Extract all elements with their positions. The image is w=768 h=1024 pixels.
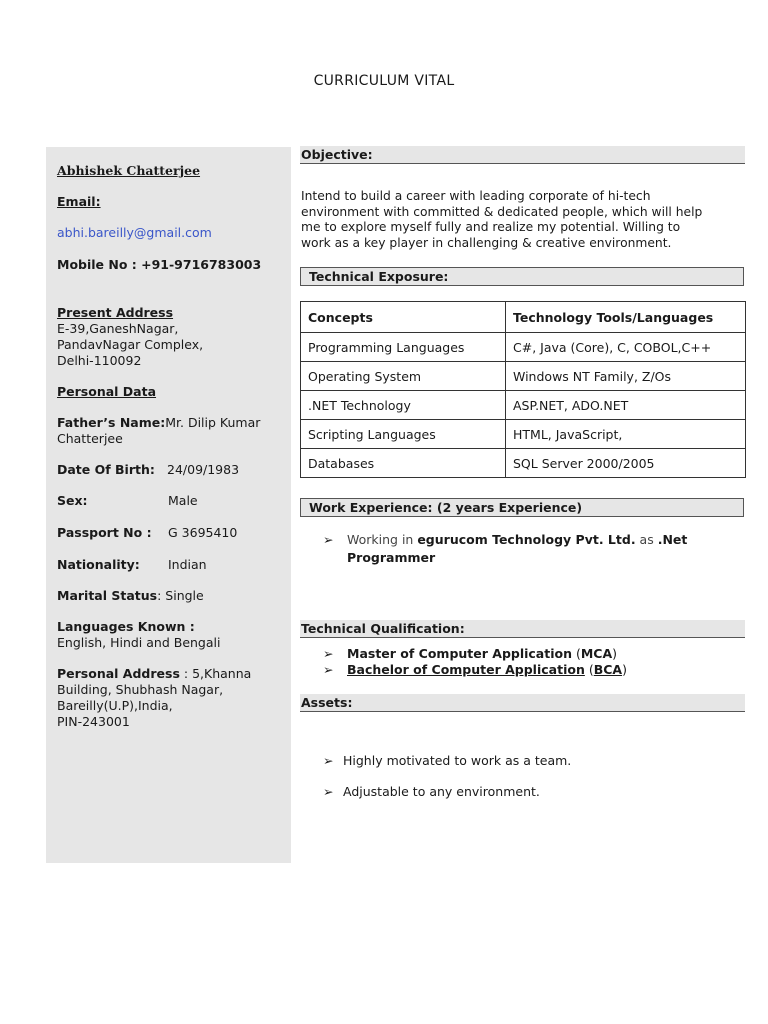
work-pre-text: Working in <box>347 532 418 547</box>
marital-status-value: : Single <box>157 588 204 603</box>
dob-value: 24/09/1983 <box>167 462 240 477</box>
table-cell: Databases <box>301 449 506 478</box>
table-header-row <box>301 302 746 333</box>
qualification-name: Bachelor of Computer Application <box>347 662 585 677</box>
present-address-line: E-39,GaneshNagar, <box>57 321 179 336</box>
passport-row <box>57 525 289 541</box>
personal-address-line: Bareilly(U.P),India, <box>57 698 173 713</box>
arrow-bullet-icon: ➢ <box>323 532 334 547</box>
assets-heading: Assets: <box>300 694 745 712</box>
qualification-item: ➢ Master of Computer Application (MCA) <box>323 646 618 661</box>
table-row <box>301 420 746 449</box>
marital-status-label: Marital Status <box>57 588 158 603</box>
sex-value: Male <box>168 493 198 508</box>
table-cell: SQL Server 2000/2005 <box>506 449 746 478</box>
nationality-value: Indian <box>168 557 207 572</box>
arrow-bullet-icon: ➢ <box>323 784 334 799</box>
objective-line: environment with committed & dedicated people, which will help <box>301 204 703 219</box>
languages-row <box>57 619 289 651</box>
personal-address-label: Personal Address <box>57 666 180 681</box>
email-label: Email: <box>57 194 101 209</box>
present-address-line: Delhi-110092 <box>57 353 142 368</box>
passport-label: Passport No : <box>57 525 152 540</box>
father-name <box>57 415 289 447</box>
table-cell: Windows NT Family, Z/Os <box>506 362 746 391</box>
table-row <box>301 362 746 391</box>
objective-line: me to explore myself fully and realize my potential. Willing to <box>301 220 681 234</box>
table-header-cell: Concepts <box>301 302 506 333</box>
qualification-name: Master of Computer Application <box>347 646 572 661</box>
languages-label: Languages Known : <box>57 619 195 634</box>
nationality-label: Nationality: <box>57 557 140 572</box>
asset-text: Adjustable to any environment. <box>343 784 540 799</box>
objective-line: work as a key player in challenging & creative environment. <box>301 235 672 250</box>
table-row <box>301 449 746 478</box>
qualification-item: ➢ Bachelor of Computer Application (BCA) <box>323 662 627 677</box>
table-header-cell: Technology Tools/Languages <box>506 302 746 333</box>
table-row <box>301 333 746 362</box>
document-title: CURRICULUM VITAL <box>313 73 455 89</box>
sex-row <box>57 493 289 509</box>
nationality-row <box>57 557 289 573</box>
mobile-number: Mobile No : +91-9716783003 <box>57 257 262 272</box>
arrow-bullet-icon: ➢ <box>323 753 334 768</box>
dob-row <box>57 462 289 478</box>
asset-item <box>323 783 540 801</box>
personal-info-sidebar <box>46 147 291 863</box>
technical-exposure-table <box>300 301 746 478</box>
present-address <box>57 321 289 369</box>
objective-line: Intend to build a career with leading corporate of hi-tech <box>301 189 651 203</box>
father-name-value-cont: Chatterjee <box>57 431 123 446</box>
table-cell: Operating System <box>301 362 506 391</box>
marital-status-row <box>57 588 289 604</box>
table-cell: .NET Technology <box>301 391 506 420</box>
table-row <box>301 391 746 420</box>
candidate-name: Abhishek Chatterjee <box>57 163 201 178</box>
email-link[interactable]: abhi.bareilly@gmail.com <box>57 225 212 240</box>
father-name-value: Mr. Dilip Kumar <box>165 415 261 430</box>
table-cell: Scripting Languages <box>301 420 506 449</box>
present-address-label: Present Address <box>57 305 174 320</box>
table-cell: C#, Java (Core), C, COBOL,C++ <box>506 333 746 362</box>
personal-address-line: : 5,Khanna <box>183 666 252 681</box>
personal-address-line: Building, Shubhash Nagar, <box>57 682 224 697</box>
qualification-abbr: MCA <box>580 646 613 661</box>
work-experience-item <box>323 531 723 567</box>
objective-heading: Objective: <box>300 146 745 164</box>
personal-data-label: Personal Data <box>57 384 157 399</box>
father-name-label: Father’s Name: <box>57 415 166 430</box>
asset-item <box>323 752 571 770</box>
objective-text <box>301 189 745 251</box>
role-text: .Net <box>657 532 688 547</box>
qualification-abbr: BCA <box>593 662 623 677</box>
personal-address-line: PIN-243001 <box>57 714 130 729</box>
languages-value: English, Hindi and Bengali <box>57 635 221 650</box>
present-address-line: PandavNagar Complex, <box>57 337 204 352</box>
table-cell: ASP.NET, ADO.NET <box>506 391 746 420</box>
asset-text: Highly motivated to work as a team. <box>343 753 572 768</box>
company-name: egurucom Technology Pvt. Ltd. <box>417 532 636 547</box>
passport-value: G 3695410 <box>168 525 238 540</box>
sex-label: Sex: <box>57 493 88 508</box>
table-cell: Programming Languages <box>301 333 506 362</box>
table-cell: HTML, JavaScript, <box>506 420 746 449</box>
work-as-text: as <box>635 532 658 547</box>
technical-qualification-heading: Technical Qualification: <box>300 620 745 638</box>
arrow-bullet-icon: ➢ <box>323 662 334 677</box>
arrow-bullet-icon: ➢ <box>323 646 334 661</box>
technical-exposure-heading: Technical Exposure: <box>300 267 744 286</box>
role-text-cont: Programmer <box>347 550 436 565</box>
personal-address-row <box>57 666 289 730</box>
dob-label: Date Of Birth: <box>57 462 155 477</box>
work-experience-heading: Work Experience: (2 years Experience) <box>300 498 744 517</box>
